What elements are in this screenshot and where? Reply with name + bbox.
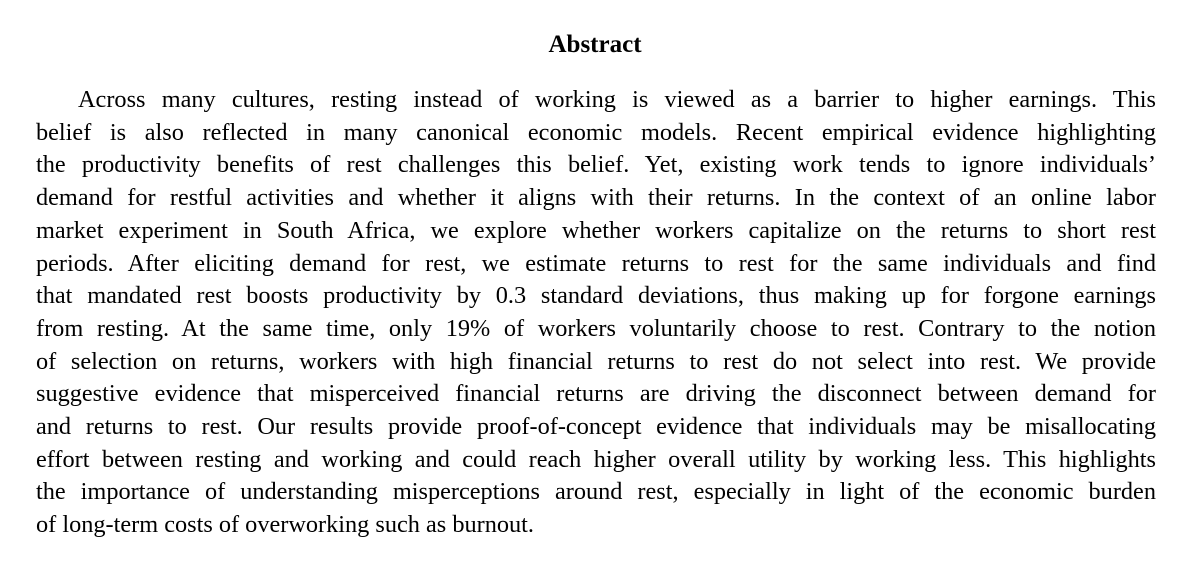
abstract-line: demand for restful activities and whether it aligns with their returns. In the context of an online labor	[36, 184, 1156, 212]
abstract-line: effort between resting and working and could reach higher overall utility by working less. This highlights	[36, 445, 1156, 473]
abstract-line: and returns to rest. Our results provide proof-of-concept evidence that individuals may be misallocating	[36, 413, 1156, 441]
abstract-line: from resting. At the same time, only 19% of workers voluntarily choose to rest. Contrary to the notion	[36, 314, 1156, 342]
abstract-line: periods. After eliciting demand for rest, we estimate returns to rest for the same individuals and find	[36, 249, 1156, 277]
abstract-line: Across many cultures, resting instead of working is viewed as a barrier to higher earnings. This	[78, 86, 1156, 113]
abstract-line: market experiment in South Africa, we explore whether workers capitalize on the returns to short rest	[36, 216, 1156, 244]
abstract-paragraph	[36, 84, 1156, 542]
abstract-line: suggestive evidence that misperceived financial returns are driving the disconnect between demand for	[36, 380, 1156, 408]
abstract-line: the importance of understanding misperceptions around rest, especially in light of the economic burden	[36, 478, 1156, 506]
abstract-heading: Abstract	[548, 31, 642, 58]
abstract-line: of long-term costs of overworking such as burnout.	[36, 511, 534, 539]
abstract-line: belief is also reflected in many canonical economic models. Recent empirical evidence highlighting	[36, 118, 1156, 146]
abstract-line: that mandated rest boosts productivity by 0.3 standard deviations, thus making up for forgone earnings	[36, 282, 1156, 310]
abstract-line: the productivity benefits of rest challenges this belief. Yet, existing work tends to ignore individuals’	[36, 151, 1156, 179]
abstract-line: of selection on returns, workers with high financial returns to rest do not select into rest. We provide	[36, 347, 1156, 375]
